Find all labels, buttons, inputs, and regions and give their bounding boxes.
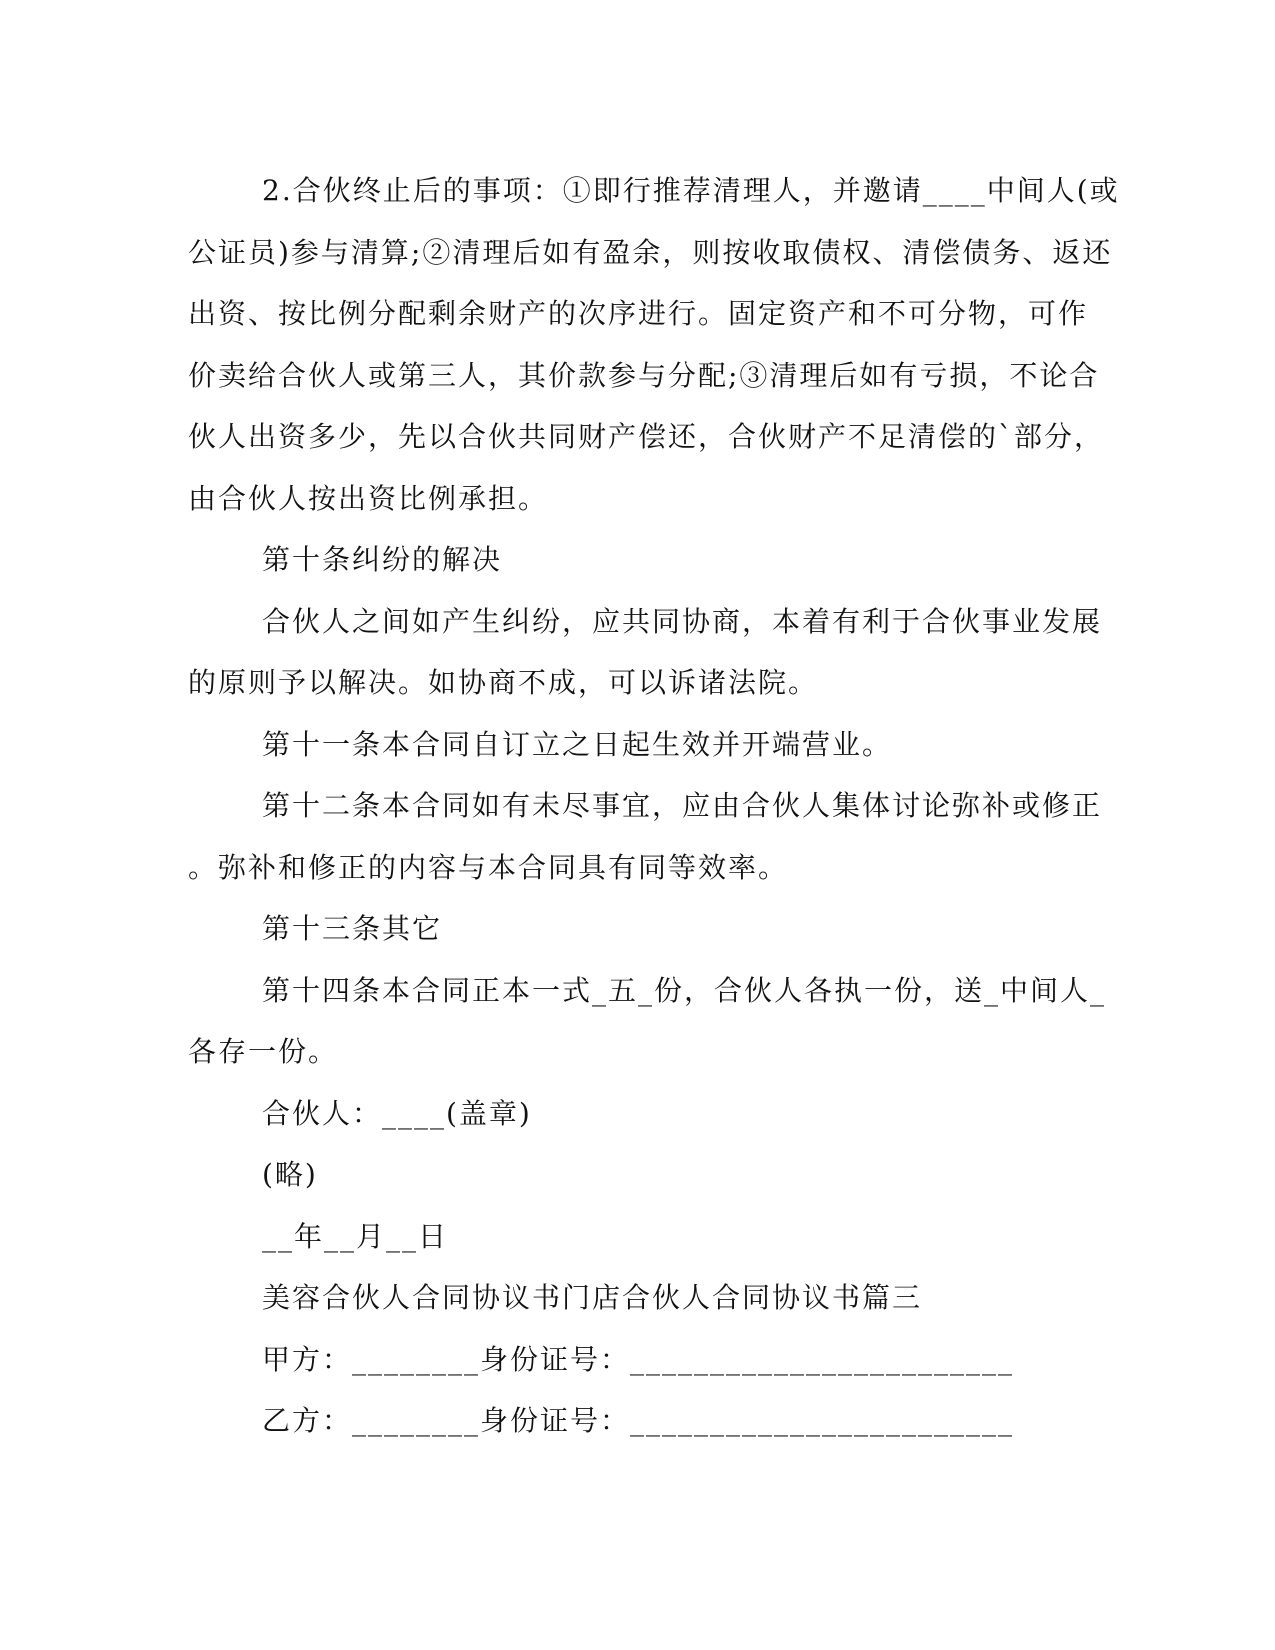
- paragraph-line: 2.合伙终止后的事项：①即行推荐清理人，并邀请____中间人(或: [262, 174, 1120, 207]
- party-a-line: 甲方：________身份证号：________________________: [262, 1342, 1015, 1376]
- paragraph-line: 出资、按比例分配剩余财产的次序进行。固定资产和不可分物，可作: [188, 297, 1089, 330]
- date-line: __年__月__日: [262, 1219, 449, 1253]
- document-body: [188, 160, 1120, 1452]
- article-heading: 第十三条其它: [262, 912, 443, 945]
- party-b-line: 乙方：________身份证号：________________________: [262, 1404, 1015, 1437]
- article-line: 第十二条本合同如有未尽事宜，应由合伙人集体讨论弥补或修正: [262, 789, 1103, 822]
- paragraph-line: 伙人出资多少，先以合伙共同财产偿还，合伙财产不足清偿的`部分，: [188, 420, 1105, 453]
- omitted-note: (略): [262, 1158, 318, 1191]
- article-line: 第十四条本合同正本一式_五_份，合伙人各执一份，送_中间人_: [262, 973, 1107, 1007]
- paragraph-line: 公证员)参与清算;②清理后如有盈余，则按收取债权、清偿债务、返还: [188, 235, 1113, 269]
- paragraph-line: 价卖给合伙人或第三人，其价款参与分配;③清理后如有亏损，不论合: [188, 358, 1100, 392]
- paragraph-line: 由合伙人按出资比例承担。: [188, 481, 549, 515]
- signature-line: 合伙人：____(盖章): [262, 1096, 532, 1130]
- article-line: 第十一条本合同自订立之日起生效并开端营业。: [262, 727, 893, 761]
- paragraph-line: 各存一份。: [188, 1035, 339, 1068]
- paragraph-line: 。弥补和修正的内容与本合同具有同等效率。: [188, 850, 789, 884]
- paragraph-line: 的原则予以解决。如协商不成，可以诉诸法院。: [188, 666, 819, 699]
- paragraph-line: 合伙人之间如产生纠纷，应共同协商，本着有利于合伙事业发展: [262, 604, 1103, 638]
- section-title: 美容合伙人合同协议书门店合伙人合同协议书篇三: [262, 1281, 923, 1314]
- article-heading: 第十条纠纷的解决: [262, 543, 503, 576]
